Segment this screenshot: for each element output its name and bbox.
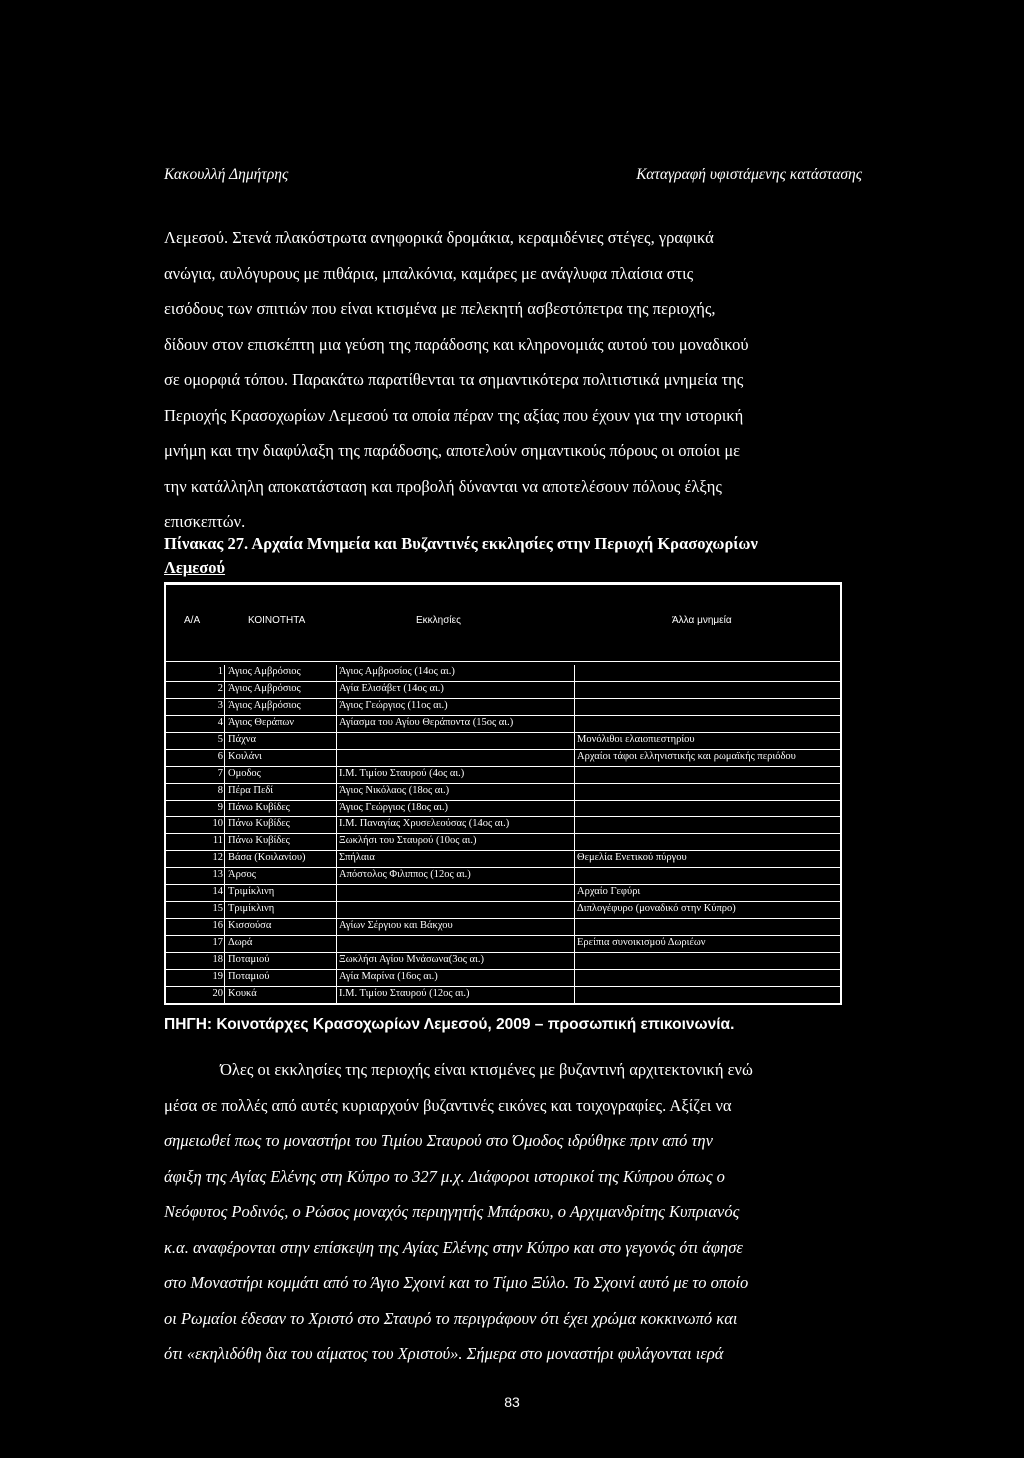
community-cell: Άγιος Αμβρόσιος bbox=[228, 682, 301, 694]
paragraph-line: σε ομορφιά τόπου. Παρακάτω παρατίθενται τα σημαντικότερα πολιτιστικά μνημεία της bbox=[164, 370, 744, 389]
table-row bbox=[166, 936, 840, 953]
row-number: 13 bbox=[212, 869, 223, 881]
table-row bbox=[166, 767, 840, 784]
row-number: 5 bbox=[217, 733, 223, 745]
running-header-author: Κακουλλή Δημήτρης bbox=[164, 166, 289, 183]
other-monument-cell: Μονόλιθοι ελαιοπιεστηρίου bbox=[577, 733, 695, 745]
paragraph-line: ότι «εκηλιδόθη δια του αίματος του Χριστού». Σήμερα στο μοναστήρι φυλάγονται ιερά bbox=[164, 1344, 724, 1363]
table-row bbox=[166, 953, 840, 970]
table-row bbox=[166, 834, 840, 851]
row-number: 18 bbox=[212, 953, 223, 965]
row-number: 1 bbox=[217, 666, 223, 677]
table-row bbox=[166, 868, 840, 885]
paragraph-line: Λεμεσού. Στενά πλακόστρωτα ανηφορικά δρομάκια, κεραμιδένιες στέγες, γραφικά bbox=[164, 228, 714, 247]
community-cell: Δωρά bbox=[228, 937, 253, 948]
paragraph-line: σημειωθεί πως το μοναστήρι του Τιμίου Σταυρού στο Όμοδος ιδρύθηκε πριν από την bbox=[164, 1131, 713, 1150]
table-row bbox=[166, 682, 840, 699]
community-cell: Κοιλάνι bbox=[228, 750, 262, 762]
row-number: 7 bbox=[217, 767, 223, 779]
row-number: 3 bbox=[217, 699, 223, 711]
row-number: 2 bbox=[217, 682, 223, 694]
church-cell: Άγιος Νικόλαος (18ος αι.) bbox=[339, 784, 450, 796]
table-row bbox=[166, 885, 840, 902]
table-row bbox=[166, 716, 840, 733]
church-cell: Άγιος Γεώργιος (11ος αι.) bbox=[339, 699, 448, 711]
table-row bbox=[166, 699, 840, 716]
community-cell: Πάχνα bbox=[228, 733, 256, 745]
community-cell: Άγιος Αμβρόσιος bbox=[228, 666, 301, 677]
paragraph-line: Νεόφυτος Ροδινός, ο Ρώσος μοναχός περιηγητής Μπάρσκυ, ο Αρχιμανδρίτης Κυπριανός bbox=[164, 1202, 740, 1221]
monuments-table bbox=[164, 582, 842, 1005]
page-number: 83 bbox=[504, 1394, 520, 1410]
other-monument-cell: Διπλογέφυρο (μοναδικό στην Κύπρο) bbox=[577, 903, 736, 915]
paragraph-line: επισκεπτών. bbox=[164, 512, 246, 531]
table-body bbox=[166, 665, 840, 1004]
other-monument-cell: Ερείπια συνοικισμού Δωριέων bbox=[577, 937, 706, 948]
community-cell: Ποταμιού bbox=[228, 953, 270, 965]
table-source: ΠΗΓΗ: Κοινοτάρχες Κρασοχωρίων Λεμεσού, 2009 – προσωπική επικοινωνία. bbox=[164, 1016, 735, 1033]
church-cell: Ξωκλήσι Αγίου Μνάσωνα(3ος αι.) bbox=[339, 953, 485, 965]
church-cell: Άγιος Αμβροσίος (14ος αι.) bbox=[339, 666, 455, 677]
paragraph-line: κ.α. αναφέρονται στην επίσκεψη της Αγίας Ελένης στην Κύπρο και στο γεγονός ότι άφησε bbox=[164, 1237, 743, 1257]
table-row bbox=[166, 902, 840, 919]
community-cell: Ποταμιού bbox=[228, 970, 270, 982]
row-number: 16 bbox=[212, 920, 223, 932]
paragraph-line: μέσα σε πολλές από αυτές κυριαρχούν βυζαντινές εικόνες και τοιχογραφίες. Αξίζει να bbox=[164, 1095, 732, 1115]
church-cell: Αγίων Σέργιου και Βάκχου bbox=[339, 920, 453, 932]
church-cell: Σπήλαια bbox=[339, 852, 375, 864]
community-cell: Πάνω Κυβίδες bbox=[228, 835, 290, 847]
community-cell: Τριμίκλινη bbox=[228, 903, 275, 915]
paragraph-line: εισόδους των σπιτιών που είναι κτισμένα με πελεκητή ασβεστόπετρα της περιοχής, bbox=[164, 299, 716, 318]
row-number: 9 bbox=[217, 801, 223, 813]
paragraph-churches bbox=[164, 1052, 862, 1372]
table-row bbox=[166, 733, 840, 750]
paragraph-line: την κατάλληλη αποκατάσταση και προβολή δύνανται να αποτελέσουν πόλους έλξης bbox=[164, 476, 722, 496]
paragraph-intro bbox=[164, 220, 862, 540]
community-cell: Κουκά bbox=[228, 987, 257, 999]
running-header-section: Καταγραφή υφιστάμενης κατάστασης bbox=[636, 166, 862, 183]
paragraph-line: στο Μοναστήρι κομμάτι από το Άγιο Σχοινί και το Τίμιο Ξύλο. Το Σχοινί αυτό με το οποίο bbox=[164, 1273, 749, 1292]
table-caption bbox=[164, 532, 862, 580]
table-caption-line1: Πίνακας 27. Αρχαία Μνημεία και Βυζαντινές εκκλησίες στην Περιοχή Κρασοχωρίων bbox=[164, 534, 758, 553]
other-monument-cell: Θεμελία Ενετικού πύργου bbox=[577, 852, 687, 864]
row-number: 17 bbox=[212, 937, 223, 948]
paragraph-line: ανώγια, αυλόγυρους με πιθάρια, μπαλκόνια, καμάρες με ανάγλυφα πλαίσια στις bbox=[164, 263, 694, 283]
header-community: ΚΟΙΝΟΤΗΤΑ bbox=[248, 615, 306, 626]
community-cell: Κισσούσα bbox=[228, 920, 272, 932]
table-row bbox=[166, 665, 840, 682]
row-number: 11 bbox=[212, 835, 223, 847]
community-cell: Άγιος Θεράπων bbox=[228, 716, 295, 728]
table-row bbox=[166, 784, 840, 801]
row-number: 8 bbox=[217, 784, 223, 796]
table-row bbox=[166, 817, 840, 834]
community-cell: Ομοδος bbox=[228, 767, 261, 779]
header-churches: Εκκλησίες bbox=[416, 615, 461, 626]
church-cell: Άγιος Γεώργιος (18ος αι.) bbox=[339, 801, 448, 813]
table-row bbox=[166, 919, 840, 936]
church-cell: Ι.Μ. Τιμίου Σταυρού (12ος αι.) bbox=[339, 987, 470, 999]
community-cell: Τριμίκλινη bbox=[228, 886, 275, 898]
church-cell: Αγία Μαρίνα (16ος αι.) bbox=[339, 970, 438, 982]
row-number: 15 bbox=[212, 903, 223, 915]
community-cell: Βάσα (Κοιλανίου) bbox=[228, 852, 306, 864]
table-row bbox=[166, 851, 840, 868]
community-cell: Πέρα Πεδί bbox=[228, 784, 274, 796]
paragraph-line: δίδουν στον επισκέπτη μια γεύση της παράδοσης και κληρονομιάς αυτού του μοναδικού bbox=[164, 334, 749, 354]
table-row bbox=[166, 750, 840, 767]
paragraph-line: Όλες οι εκκλησίες της περιοχής είναι κτισμένες με βυζαντινή αρχιτεκτονική ενώ bbox=[220, 1060, 753, 1079]
community-cell: Άρσος bbox=[228, 869, 256, 881]
paragraph-line: οι Ρωμαίοι έδεσαν το Χριστό στο Σταυρό το περιγράφουν ότι έχει χρώμα κοκκινωπό και bbox=[164, 1308, 738, 1328]
community-cell: Πάνω Κυβίδες bbox=[228, 818, 290, 830]
header-num: Α/Α bbox=[184, 615, 201, 626]
row-number: 10 bbox=[212, 818, 223, 830]
paragraph-line: Περιοχής Κρασοχωρίων Λεμεσού τα οποία πέραν της αξίας που έχουν για την ιστορική bbox=[164, 405, 744, 425]
row-number: 4 bbox=[217, 716, 223, 728]
table-header bbox=[166, 585, 840, 662]
church-cell: Αγίασμα του Αγίου Θεράποντα (15ος αι.) bbox=[339, 716, 514, 728]
church-cell: Ξωκλήσι του Σταυρού (10ος αι.) bbox=[339, 835, 477, 847]
paragraph-line: μνήμη και την διαφύλαξη της παράδοσης, αποτελούν σημαντικούς πόρους οι οποίοι με bbox=[164, 441, 741, 460]
row-number: 20 bbox=[212, 987, 223, 999]
community-cell: Άγιος Αμβρόσιος bbox=[228, 699, 301, 711]
church-cell: Ι.Μ. Παναγίας Χρυσελεούσας (14ος αι.) bbox=[339, 818, 510, 830]
row-number: 14 bbox=[212, 886, 223, 898]
other-monument-cell: Αρχαίοι τάφοι ελληνιστικής και ρωμαϊκής περιόδου bbox=[577, 750, 796, 762]
church-cell: Απόστολος Φιλιππος (12ος αι.) bbox=[339, 869, 471, 881]
church-cell: Ι.Μ. Τιμίου Σταυρού (4ος αι.) bbox=[339, 767, 465, 779]
row-number: 12 bbox=[212, 852, 223, 864]
header-other-monuments: Άλλα μνημεία bbox=[672, 615, 732, 626]
table-row bbox=[166, 970, 840, 987]
table-row bbox=[166, 987, 840, 1004]
paragraph-line: άφιξη της Αγίας Ελένης στη Κύπρο το 327 μ.χ. Διάφοροι ιστορικοί της Κύπρου όπως ο bbox=[164, 1166, 725, 1186]
table-caption-line2: Λεμεσού bbox=[164, 558, 226, 577]
row-number: 6 bbox=[217, 750, 223, 762]
other-monument-cell: Αρχαίο Γεφύρι bbox=[577, 886, 641, 898]
church-cell: Αγία Ελισάβετ (14ος αι.) bbox=[339, 682, 444, 694]
row-number: 19 bbox=[212, 970, 223, 982]
community-cell: Πάνω Κυβίδες bbox=[228, 801, 290, 813]
table-row bbox=[166, 801, 840, 818]
